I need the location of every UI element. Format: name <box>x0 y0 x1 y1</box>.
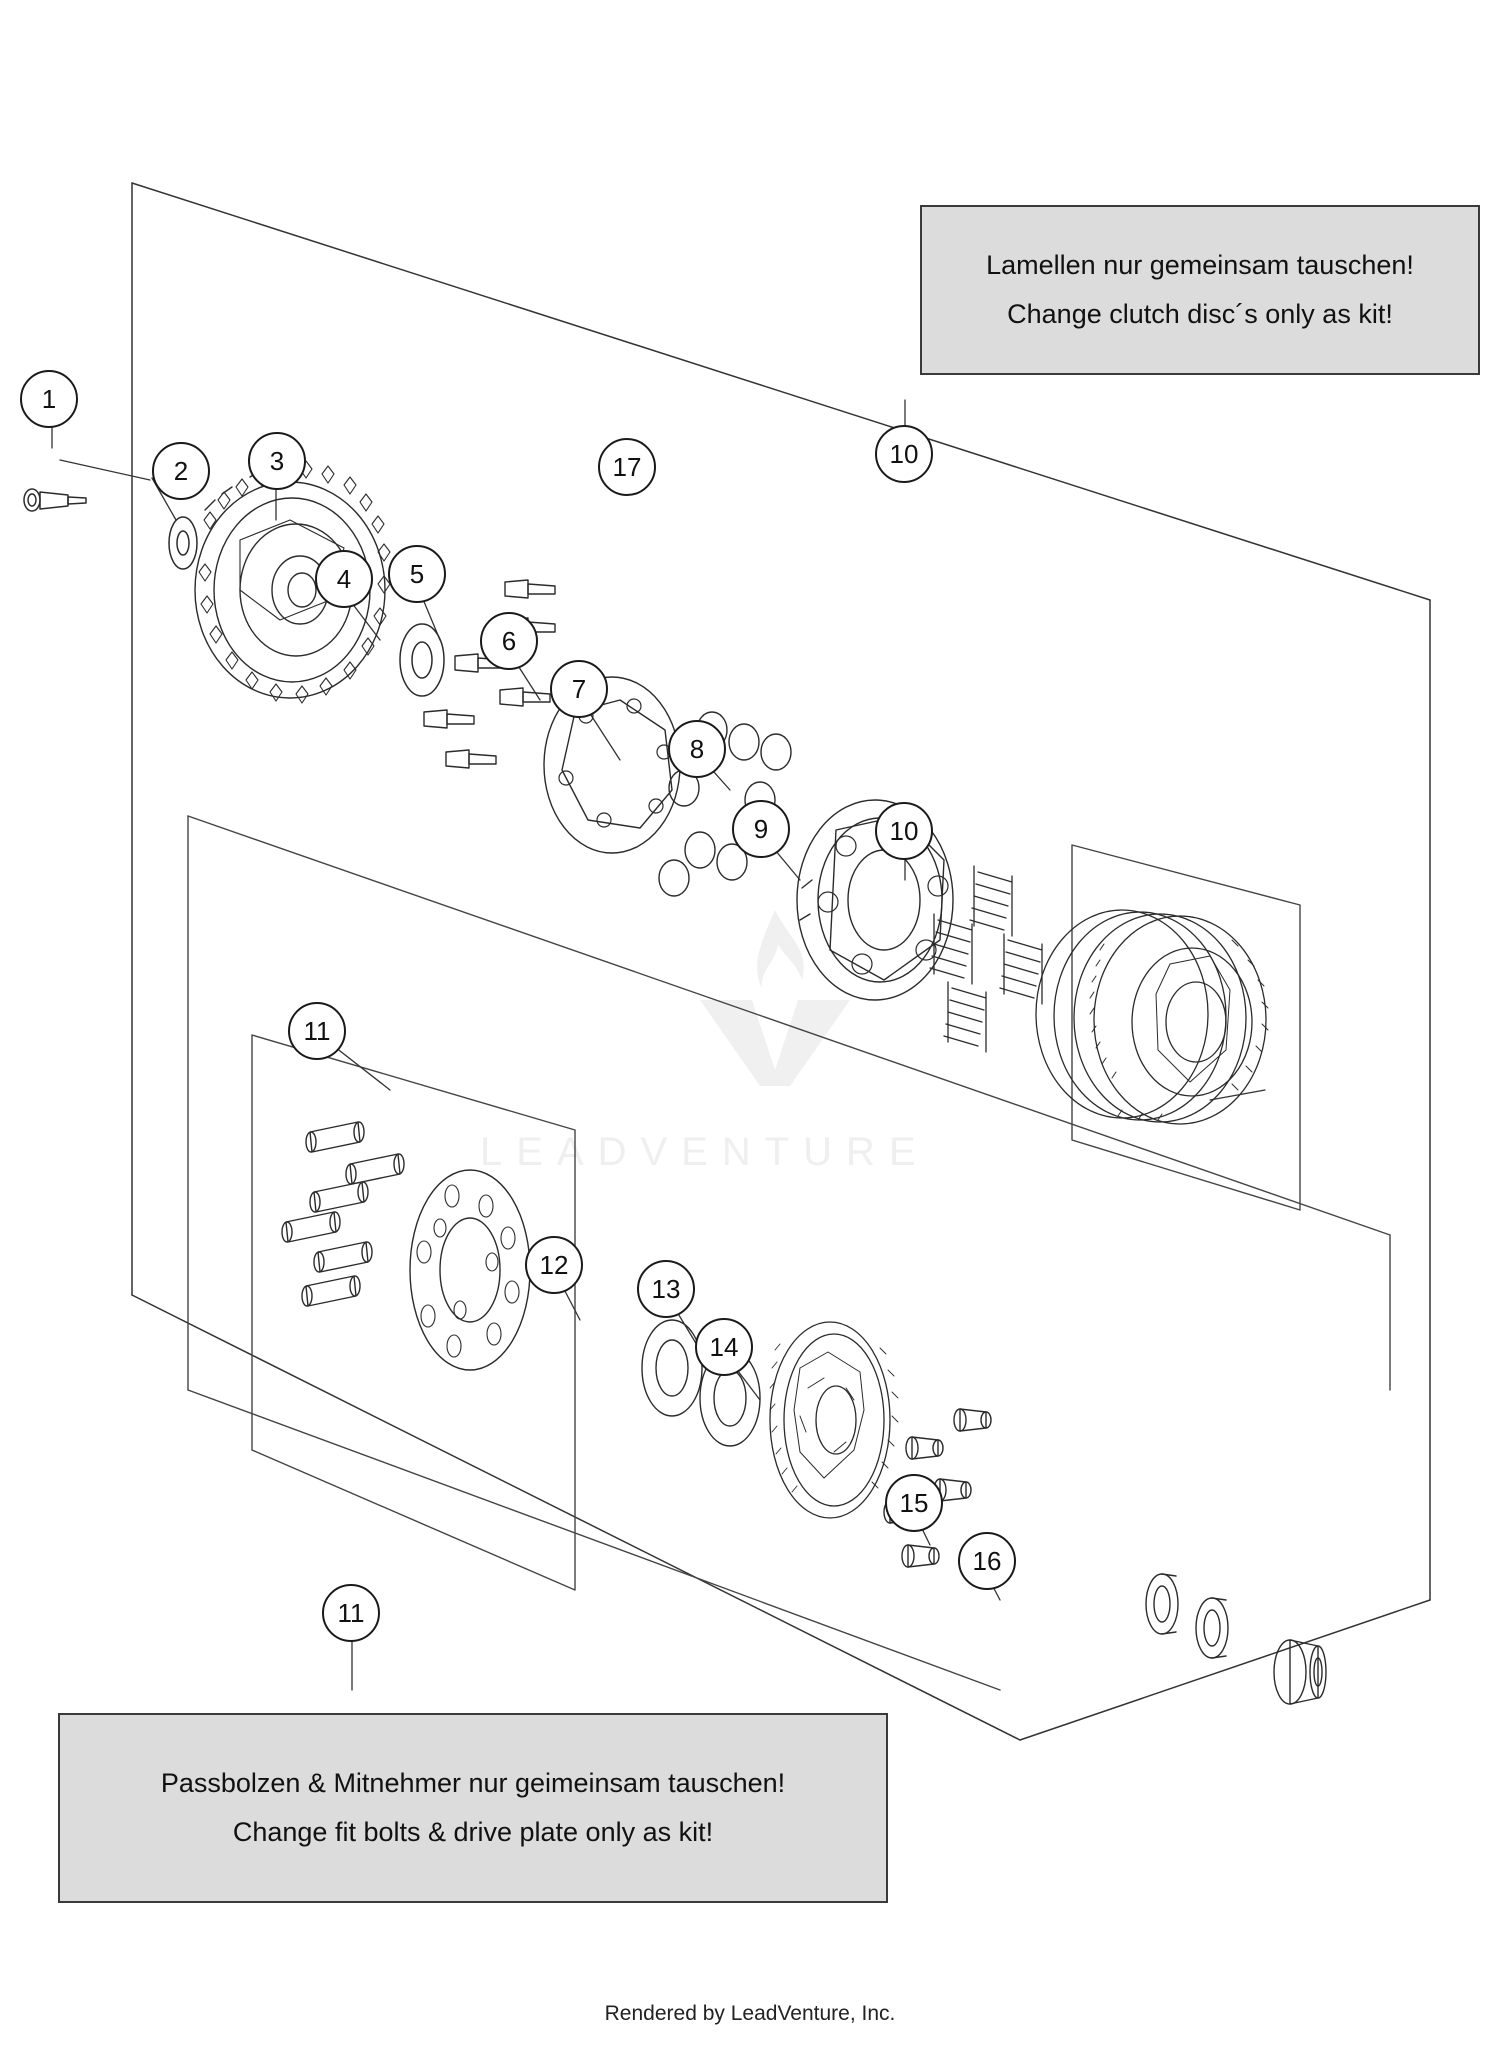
part-15-needle-bearing <box>1146 1574 1228 1658</box>
callout-5[interactable] <box>388 545 446 603</box>
note-line-en: Change clutch disc´s only as kit! <box>1007 299 1393 329</box>
note-line-de: Lamellen nur gemeinsam tauschen! <box>986 250 1414 280</box>
callout-label: 6 <box>501 625 517 656</box>
leader-lines <box>52 400 1265 1690</box>
part-9-clutch-springs <box>930 866 1042 1052</box>
callout-3[interactable] <box>248 432 306 490</box>
callout-10-note[interactable] <box>875 425 933 483</box>
part-13-primary-gear <box>770 1322 898 1518</box>
callout-label: 9 <box>753 813 769 844</box>
callout-1[interactable] <box>20 370 78 428</box>
callout-6[interactable] <box>480 612 538 670</box>
callout-label: 2 <box>173 455 189 486</box>
part-5-screws <box>424 580 555 768</box>
callout-label: 11 <box>337 1597 365 1628</box>
callout-10-discs[interactable] <box>875 802 933 860</box>
callout-9[interactable] <box>732 800 790 858</box>
group-frame-11 <box>188 813 1390 1690</box>
callout-7[interactable] <box>550 660 608 718</box>
callout-label: 7 <box>571 673 587 704</box>
callout-label: 14 <box>709 1331 739 1362</box>
callout-16[interactable] <box>958 1532 1016 1590</box>
group-frame-17 <box>132 183 1440 1755</box>
part-16-collar-bushing <box>1274 1640 1326 1704</box>
callout-14[interactable] <box>695 1318 753 1376</box>
part-2-washer <box>169 517 197 569</box>
callout-label: 17 <box>612 451 642 482</box>
callout-11-note[interactable] <box>322 1584 380 1642</box>
callout-label: 11 <box>303 1015 331 1046</box>
callout-8[interactable] <box>668 720 726 778</box>
callout-13[interactable] <box>637 1260 695 1318</box>
callout-label: 15 <box>899 1487 929 1518</box>
callout-11-group[interactable] <box>288 1002 346 1060</box>
part-10-clutch-disc-set <box>1036 910 1268 1124</box>
note-line-de: Passbolzen & Mitnehmer nur geimeinsam tauschen! <box>160 1768 786 1798</box>
callout-label: 10 <box>889 815 919 846</box>
callout-label: 4 <box>336 563 352 594</box>
part-11-fit-bolts <box>282 1122 530 1370</box>
watermark-text: LEADVENTURE <box>480 1130 930 1174</box>
callout-2[interactable] <box>152 442 210 500</box>
callout-label: 1 <box>41 383 57 414</box>
callout-label: 8 <box>689 733 705 764</box>
callout-label: 13 <box>651 1273 681 1304</box>
callout-label: 10 <box>889 438 919 469</box>
callout-4[interactable] <box>315 550 373 608</box>
part-1-bolt <box>24 489 86 511</box>
note-line-en: Change fit bolts & drive plate only as kit! <box>232 1817 714 1847</box>
callout-label: 5 <box>409 558 425 589</box>
note-fit-bolts <box>58 1713 888 1903</box>
note-clutch-discs <box>920 205 1480 375</box>
callout-17[interactable] <box>598 438 656 496</box>
callout-label: 12 <box>539 1249 569 1280</box>
callout-label: 16 <box>972 1545 1002 1576</box>
callout-12[interactable] <box>525 1236 583 1294</box>
group-frame-11-inner <box>252 1035 575 1590</box>
callout-label: 3 <box>269 445 285 476</box>
part-4-thrust-washer <box>400 624 444 696</box>
callout-15[interactable] <box>885 1474 943 1532</box>
footer-credit: Rendered by LeadVenture, Inc. <box>604 2002 896 2025</box>
